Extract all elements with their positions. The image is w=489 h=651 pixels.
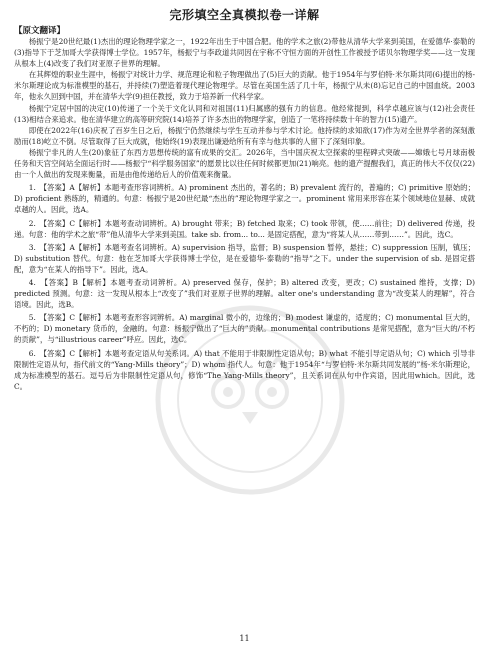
page-title: 完形填空全真模拟卷一详解 bbox=[169, 8, 320, 22]
section-label: 【原文翻译】 bbox=[14, 26, 66, 36]
answer-explanation: 6. 【答案】C【解析】本题考查定语从句关系词。A) that 不能用于非限制性定语从句；B) what 不能引导定语从句；C) which 引导非限制性定语从句，指代前文的“Yang-Mills theory”；D) whom 指代人。句意：他于1954年“与罗伯特·米尔斯共同发展的”杨-米尔斯理论，成为标准模型的基石。逗号后为非限制性定语从句，修饰“The Yang-Mills theory”，且关系词在从句中作宾语，因此用which。因此，选C。 bbox=[14, 348, 475, 391]
translation-paragraph: 杨振宁非凡的人生(20)象征了东西方思想传统的富有成果的交汇。2026年，当中国庆祝太空探索的里程碑式突破——嫦娥七号月球南极任务和天宫空间站全面运行时——杨振宁“科学服务国家”的愿景比以往任何时候都更加(21)响亮。他的遗产提醒我们，真正的伟大不仅仅(22)由一个人做出的发现来衡量，而是由他传递给后人的价值观来衡量。 bbox=[14, 147, 475, 180]
answer-explanation: 4. 【答案】B【解析】本题考查动词辨析。A) preserved 保存，保护；B) altered 改变，更改；C) sustained 维持，支撑；D) predicted 预测。句意：这一发现从根本上“改变了”我们对亚原子世界的理解。alter one's understanding 意为“改变某人的理解”，符合语境。因此，选B。 bbox=[14, 277, 475, 310]
translation-paragraph: 杨振宁是20世纪最(1)杰出的理论物理学家之一，1922年出生于中国合肥。他的学术之旅(2)带他从清华大学来到美国，在爱德华·泰勒的(3)指导下于芝加哥大学获得博士学位。1957年，杨振宁与李政道共同因在宇称不守恒方面的开创性工作被授予诺贝尔物理学奖——这一发现从根本上(4)改变了我们对亚原子世界的理解。 bbox=[14, 37, 475, 69]
translation-paragraph: 即使在2022年(16)庆祝了百岁生日之后，杨振宁仍然继续与学生互动并参与学术讨论。他持续的求知欲(17)作为对全世界学者的深刻激励而(18)屹立不倒。尽管取得了巨大成就，他始终(19)表现出谦逊给所有有幸与他共事的人留下了深刻印象。 bbox=[14, 125, 475, 146]
answer-explanation: 5. 【答案】C【解析】本题考查形容词辨析。A) marginal 微小的，边缘的；B) modest 谦虚的，适度的；C) monumental 巨大的，不朽的；D) monetary 货币的，金融的。句意：杨振宁做出了“巨大的”贡献。monumental contributions 是常见搭配，意为“巨大的/不朽的贡献”，与“illustrious career”呼应。因此，选C。 bbox=[14, 313, 475, 345]
translation-paragraph: 在其辉煌的职业生涯中，杨振宁对统计力学、规范理论和粒子物理做出了(5)巨大的贡献。他于1954年与罗伯特·米尔斯共同(6)提出的杨-米尔斯理论成为标准模型的基石，并持续(7)塑造着现代理论物理学。尽管在美国生活了几十年，杨振宁从未(8)忘记自己的中国血统。2003年，他永久回到中国，并在清华大学(9)担任教授，致力于培养新一代科学家。 bbox=[14, 70, 475, 102]
answer-explanation: 2. 【答案】C【解析】本题考查动词辨析。A) brought 带来；B) fetched 取来；C) took 带领，使……前往；D) delivered 传递，投递。句意：他的学术之旅“带”他从清华大学来到美国。take sb. from... to... 是固定搭配，意为“将某人从……带到……”。因此，选C。 bbox=[14, 218, 475, 239]
document-body bbox=[14, 36, 475, 392]
answer-explanation: 3. 【答案】A【解析】本题考查名词辨析。A) supervision 指导，监督；B) suspension 暂停，悬挂；C) suppression 压制，镇压；D) substitution 替代。句意：他在芝加哥大学获得博士学位，是在爱德华·泰勒的“指导”之下。under the supervision of sb. 是固定搭配，意为“在某人的指导下”。因此，选A。 bbox=[14, 242, 475, 274]
translation-paragraph: 杨振宁定居中国的决定(10)传递了一个关于文化认同和对祖国(11)归属感的强有力的信息。他经常提到，科学卓越应该与(12)社会责任(13)相结合来追求。他在清华建立的高等研究院(14)培养了许多杰出的物理学家，创造了一笔将持续数十年的智力(15)遗产。 bbox=[14, 103, 475, 124]
page-number: 11 bbox=[239, 634, 250, 643]
answer-explanation: 1. 【答案】A【解析】本题考查形容词辨析。A) prominent 杰出的，著名的；B) prevalent 流行的，普遍的；C) primitive 原始的；D) proficient 熟练的，精通的。句意：杨振宁是20世纪最“杰出的”理论物理学家之一。prominent 常用来形容在某个领域地位显赫、成就卓越的人。因此，选A。 bbox=[14, 183, 475, 215]
